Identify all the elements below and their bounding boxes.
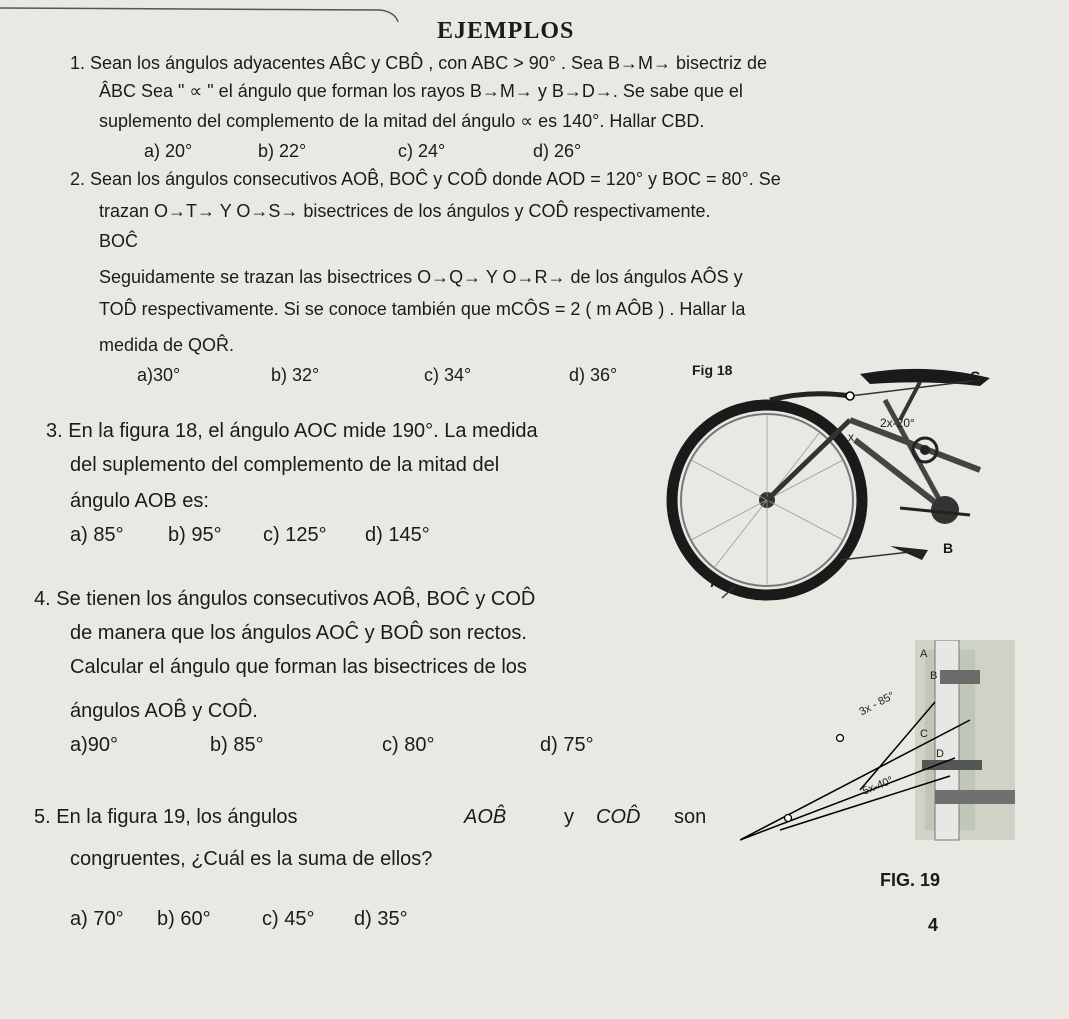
fig-19-label-c: C [920,728,928,740]
problem-3-line-2: del suplemento del complemento de la mitad del [70,454,500,476]
problem-2-line-5: TOD̂ respectivamente. Si se conoce también que mCÔS = 2 ( m AÔB ) . Hallar la [99,299,746,319]
problem-4-line-3: Calcular el ángulo que forman las bisectrices de los [70,656,527,678]
fig-18-label-x: x [848,430,854,444]
fig-18-label-a: A [710,574,721,591]
problem-4-line-4: ángulos AOB̂ y COD̂. [70,700,258,722]
fig-18-label-b: B [943,540,954,556]
problem-5-option-c: c) 45° [262,908,315,930]
problem-5-option-b: b) 60° [157,908,211,930]
problem-1-option-c: c) 24° [398,141,446,161]
problem-1-line-1: 1. Sean los ángulos adyacentes AB̂C y CBD̂ , con ABC > 90° . Sea B→M→ bisectriz de [70,53,768,73]
problem-4-line-1: 4. Se tienen los ángulos consecutivos AOB̂, BOĈ y COD̂ [34,588,536,610]
problem-5-angle-aob: AOB̂ [464,806,507,828]
fig-18-caption: Fig 18 [692,362,733,378]
problem-5-option-d: d) 35° [354,908,408,930]
problem-5-option-a: a) 70° [70,908,124,930]
fig-19-top-angle: 3x - 85° [857,689,897,719]
fig-18-label-c: C [970,368,981,384]
problem-2-line-3: BOĈ [99,231,139,251]
page-title: EJEMPLOS [437,18,575,44]
problem-3-option-c: c) 125° [263,524,327,546]
problem-2-line-6: medida de QOR̂. [99,335,235,355]
problem-5-line-1-end: son [674,806,707,828]
problem-2-line-4: Seguidamente se trazan las bisectrices O→Q→ Y O→R→ de los ángulos AÔS y [99,267,743,287]
problem-5-angle-cod: COD̂ [596,806,641,828]
problem-1-line-3: suplemento del complemento de la mitad del ángulo ∝ es 140°. Hallar CBD. [99,111,705,131]
problem-5-line-2: congruentes, ¿Cuál es la suma de ellos? [70,848,433,870]
problem-4-option-d: d) 75° [540,734,594,756]
page-number: 4 [928,915,939,935]
problem-1-option-a: a) 20° [144,141,193,161]
problem-1-option-b: b) 22° [258,141,307,161]
problem-1-option-d: d) 26° [533,141,582,161]
problem-3-option-a: a) 85° [70,524,124,546]
fig-19-label-b: B [930,670,938,682]
problem-4-line-2: de manera que los ángulos AOĈ y BOD̂ son rectos. [70,622,527,644]
problem-1-line-2: ÂBC Sea " ∝ " el ángulo que forman los rayos B→M→ y B→D→. Se sabe que el [99,81,743,101]
fig-18-angle-label: 2x-20° [880,416,915,430]
figure-19 [740,640,1040,890]
problem-5-line-1: 5. En la figura 19, los ángulos [34,806,298,828]
problem-4-option-c: c) 80° [382,734,435,756]
problem-3-option-d: d) 145° [365,524,430,546]
problem-5-conjunction: y [564,806,574,828]
problem-3-option-b: b) 95° [168,524,222,546]
problem-2-option-c: c) 34° [424,365,472,385]
problem-2-option-a: a)30° [137,365,181,385]
pole-illustration [740,640,1040,870]
problem-2-option-d: d) 36° [569,365,618,385]
figure-18 [660,360,990,610]
problem-4-option-a: a)90° [70,734,119,756]
problem-4-option-b: b) 85° [210,734,264,756]
bicycle-illustration [660,360,990,610]
fig-19-bottom-angle: 5x-40° [860,774,896,798]
problem-3-line-1: 3. En la figura 18, el ángulo AOC mide 190°. La medida [46,420,538,442]
problem-2-option-b: b) 32° [271,365,320,385]
fig-19-label-a: A [920,648,928,660]
problem-2-line-1: 2. Sean los ángulos consecutivos AOB̂, BOĈ y COD̂ donde AOD = 120° y BOC = 80°. Se [70,169,781,189]
fig-19-label-d: D [936,748,944,760]
problem-3-line-3: ángulo AOB es: [70,490,209,512]
problem-2-line-2: trazan O→T→ Y O→S→ bisectrices de los ángulos y COD̂ respectivamente. [99,201,711,221]
fig-19-caption: FIG. 19 [880,870,941,890]
